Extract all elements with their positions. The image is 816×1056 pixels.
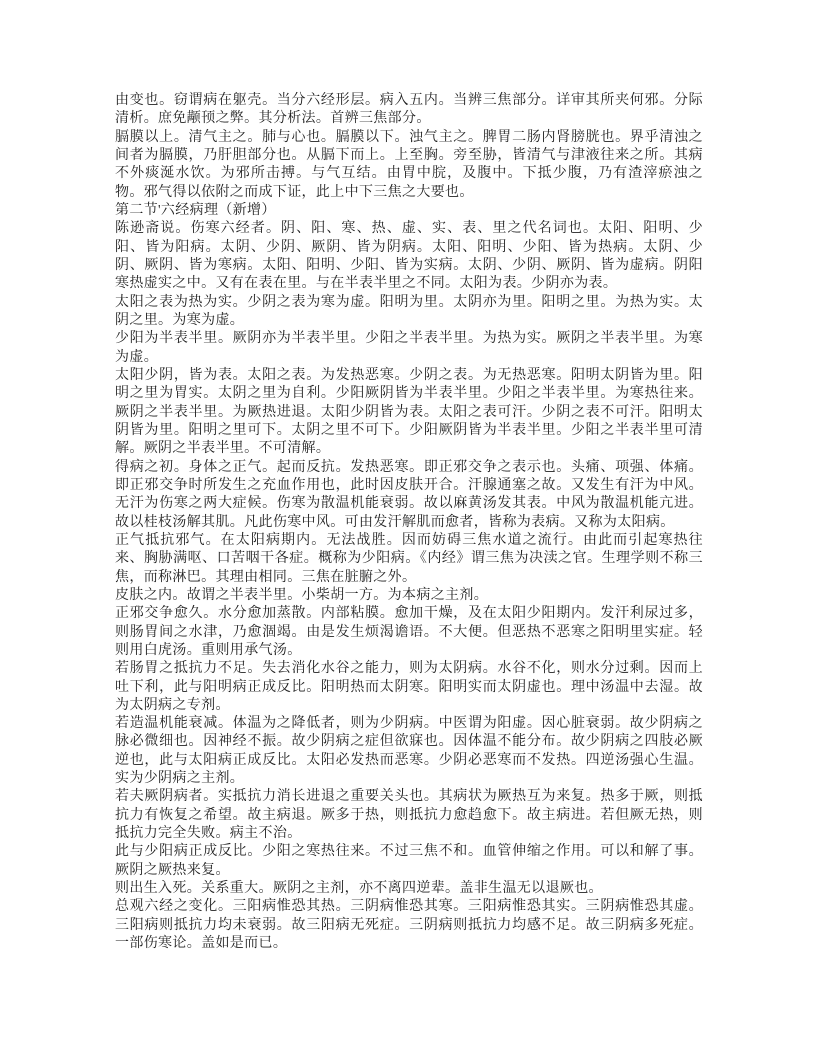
paragraph: 此与少阳病正成反比。少阳之寒热往来。不过三焦不和。血管伸缩之作用。可以和解了事。厥阴之厥热来复。 [115, 844, 703, 878]
paragraph: 太阳少阴，皆为表。太阳之表。为发热恶寒。少阴之表。为无热恶寒。阳明太阴皆为里。阳明之里为胃实。太阴之里为自利。少阳厥阴皆为半表半里。少阳之半表半里。为寒热往来。厥阴之半表半里。为厥热进退。太阳少阴皆为表。太阳之表可汗。少阴之表不可汗。阳明太阴皆为里。阳明之里可下。太阴之里不可下。少阳厥阴皆为半表半里。少阳之半表半里可清解。厥阴之半表半里。不可清解。 [115, 367, 703, 457]
paragraph: 少阳为半表半里。厥阴亦为半表半里。少阳之半表半里。为热为实。厥阴之半表半里。为寒为虚。 [115, 331, 703, 365]
paragraph: 太阳之表为热为实。少阴之表为寒为虚。阳明为里。太阴亦为里。阳明之里。为热为实。太阴之里。为寒为虚。 [115, 294, 703, 328]
paragraph: 则出生入死。关系重大。厥阴之主剂，亦不离四逆辈。盖非生温无以退厥也。 [115, 881, 603, 897]
paragraph: 正气抵抗邪气。在太阳病期内。无法战胜。因而妨碍三焦水道之流行。由此而引起寒热往来、胸胁满呕、口苦咽干各症。概称为少阳病。《内经》谓三焦为决渎之官。生理学则不称三焦，而称淋巴。其理由相同。三焦在脏腑之外。 [115, 532, 703, 585]
document-text-block [115, 92, 703, 953]
paragraph: 膈膜以上。清气主之。肺与心也。膈膜以下。浊气主之。脾胃二肠内肾膀胱也。界乎清浊之间者为膈膜，乃肝胆部分也。从膈下而上。上至胸。旁至胁，皆清气与津液往来之所。其病不外痰涎水饮。为邪所击搏。与气互结。由胃中脘，及腹中。下抵少腹，乃有渣滓瘀浊之物。邪气得以依附之而成下证，此上中下三焦之大要也。 [115, 129, 703, 200]
paragraph: 正邪交争愈久。水分愈加蒸散。内部粘膜。愈加干燥，及在太阳少阳期内。发汗利尿过多，则肠胃间之水津，乃愈涸竭。由是发生烦渴谵语。不大便。但恶热不恶寒之阳明里实症。轻则用白虎汤。重则用承气汤。 [115, 606, 703, 658]
paragraph: 陈逊斋说。伤寒六经者。阴、阳、寒、热、虚、实、表、里之代名词也。太阳、阳明、少阳、皆为阳病。太阴、少阴、厥阴、皆为阴病。太阳、阳明、少阳、皆为热病。太阴、少阴、厥阴、皆为寒病。太阳、阳明、少阳、皆为实病。太阴、少阴、厥阴、皆为虚病。阴阳寒热虚实之中。又有在表在里。与在半表半里之不同。太阳为表。少阴亦为表。 [115, 221, 703, 292]
paragraph: 得病之初。身体之正气。起而反抗。发热恶寒。即正邪交争之表示也。头痛、项强、体痛。即正邪交争时所发生之充血作用也，此时因皮肤开合。汗腺通塞之故。又发生有汗为中风。无汗为伤寒之两大症候。伤寒为散温机能衰弱。故以麻黄汤发其表。中风为散温机能亢进。故以桂枝汤解其肌。凡此伤寒中风。可由发汗解肌而愈者，皆称为表病。又称为太阳病。 [115, 459, 703, 530]
section-heading: 第二节'六经病理（新增） [115, 202, 276, 218]
paragraph: 若肠胃之抵抗力不足。失去消化水谷之能力，则为太阴病。水谷不化，则水分过剩。因而上吐下利，此与阳明病正成反比。阳明热而太阴寒。阳明实而太阴虚也。理中汤温中去湿。故为太阴病之专剂。 [115, 661, 703, 713]
paragraph: 若造温机能衰减。体温为之降低者，则为少阴病。中医谓为阳虚。因心脏衰弱。故少阴病之脉必微细也。因神经不振。故少阴病之症但欲寐也。因体温不能分布。故少阴病之四肢必厥逆也，此与太阳病正成反比。太阳必发热而恶寒。少阴必恶寒而不发热。四逆汤强心生温。实为少阴病之主剂。 [115, 716, 703, 787]
paragraph: 皮肤之内。故谓之半表半里。小柴胡一方。为本病之主剂。 [115, 587, 489, 603]
paragraph: 由变也。窃谓病在躯壳。当分六经形层。病入五内。当辨三焦部分。详审其所夹何邪。分际清析。庶免颟顸之弊。其分析法。首辨三焦部分。 [115, 93, 703, 127]
paragraph: 总观六经之变化。三阳病惟恐其热。三阴病惟恐其寒。三阳病惟恐其实。三阴病惟恐其虚。三阳病则抵抗力均未衰弱。故三阳病无死症。三阴病则抵抗力均感不足。故三阴病多死症。一部伤寒论。盖如是而已。 [115, 899, 703, 952]
paragraph: 若夫厥阴病者。实抵抗力消长进退之重要关头也。其病状为厥热互为来复。热多于厥，则抵抗力有恢复之希望。故主病退。厥多于热，则抵抗力愈趋愈下。故主病进。若但厥无热，则抵抗力完全失败。病主不治。 [115, 789, 703, 842]
